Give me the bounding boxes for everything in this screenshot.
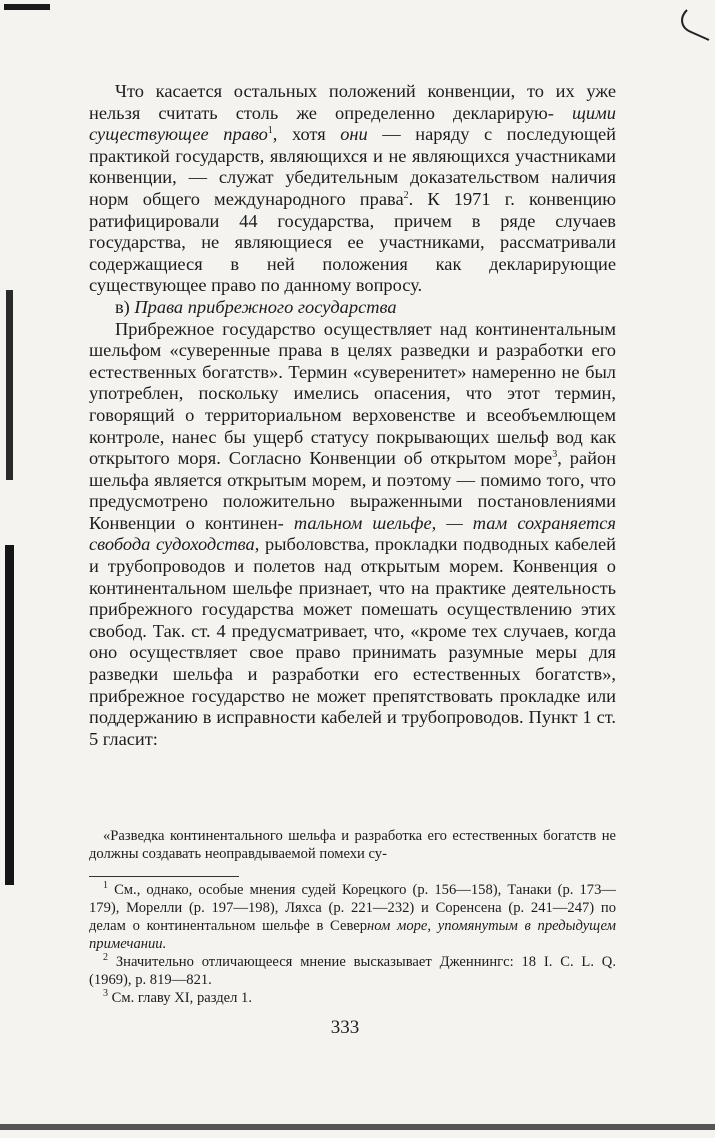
footnote-ref-1: 1 — [267, 125, 273, 137]
text-run: Что касается остальных положений конвенции, то их уже нельзя считать столь же определенно декларирую- — [89, 81, 616, 123]
footnote-text: Значительно отличающееся мнение высказывает Дженнингс: 18 I. C. L. Q. (1969), р. 819—821. — [89, 954, 616, 988]
text-run: . К 1971 г. конвенцию ратифицировали 44 государства, причем в ряде случаев государства, не являющиеся ее участниками, рассматривали содержащиеся в ней положения как декларирующие существующее право по данному вопросу. — [89, 188, 616, 296]
text-run: , хотя — [272, 124, 341, 145]
text-run: — наряду с последующей практикой государств, являющихся и не являющихся участниками конвенции, — служат убедительным доказательством наличия норм общего международного права — [89, 124, 616, 209]
footnote-1 — [89, 881, 616, 953]
footnote-italic-text: ном море, упомянутым в предыдущем примечании. — [89, 918, 616, 952]
heading-prefix: в) — [115, 296, 135, 317]
page-number: 333 — [330, 1017, 360, 1038]
footnote-2 — [89, 953, 616, 989]
footnote-number: 2 — [103, 952, 108, 964]
italic-text-run: тальном шельфе, — там сохраняется свобода судоходства — [89, 512, 616, 555]
heading-text: Права прибрежного государства — [134, 296, 397, 317]
italic-text-run: они — [340, 124, 368, 145]
paragraph-1 — [89, 81, 616, 297]
scan-edge-mark-top — [4, 4, 50, 10]
scan-edge-mark-bottom — [0, 1124, 715, 1130]
scan-edge-mark-left-lower — [5, 545, 14, 885]
footnote-divider — [89, 876, 239, 877]
text-run: Прибрежное государство осуществляет над континентальным шельфом «суверенные права в целях разведки и разработки его естественных богатств». Термин «суверенитет» намеренно не был употреблен, поскольку имелись опасения, что этот термин, говорящий о территориальном верховенстве и всеобъемлющем контроле, нанес бы ущерб статусу покрывающих шельф вод как открытого моря. Согласно Конвенции об открытом море — [89, 318, 616, 469]
section-heading — [89, 297, 616, 319]
quotation: «Разведка континентального шельфа и разработка его естественных богатств не должны создавать неоправдываемой помехи су- — [89, 828, 616, 862]
scan-edge-mark-left-upper — [6, 290, 13, 480]
footnote-text: См., однако, особые мнения судей Корецкого (р. 156—158), Танаки (р. 173—179), Морелли (р. 197—198), Ляхса (р. 221—232) и Соренсена (р. 241—247) по делам о континентальном шельфе в Север — [89, 882, 616, 934]
footnote-ref-3: 3 — [552, 448, 558, 460]
footnotes — [89, 881, 616, 1007]
italic-text-run: щими существующее право — [89, 102, 616, 145]
text-run: , район шельфа является открытым морем, и поэтому — помимо того, что предусмотрено положительно выраженными постановлениями Конвенции о континен- — [89, 448, 616, 533]
footnote-ref-2: 2 — [403, 189, 409, 201]
footnote-number: 1 — [103, 880, 108, 892]
paragraph-2 — [89, 319, 616, 751]
scan-corner-mark — [673, 6, 713, 46]
main-text — [89, 81, 616, 750]
text-run: , рыболовства, прокладки подводных кабелей и трубопроводов и полетов над открытым морем. Конвенция о континентальном шельфе признает, что на практике деятельность прибрежного государства может помешать осуществлению этих свобод. Так. ст. 4 предусматривает, что, «кроме тех случаев, когда оно осуществляет свое право принимать разумные меры для разведки шельфа и разработки его естественных богатств», прибрежное государство не может препятствовать прокладке или поддержанию в исправности кабелей и трубопроводов. Пункт 1 ст. 5 гласит: — [89, 534, 616, 749]
footnote-text: См. главу XI, раздел 1. — [108, 990, 253, 1006]
footnote-number: 3 — [103, 988, 108, 1000]
footnote-3 — [89, 989, 616, 1007]
